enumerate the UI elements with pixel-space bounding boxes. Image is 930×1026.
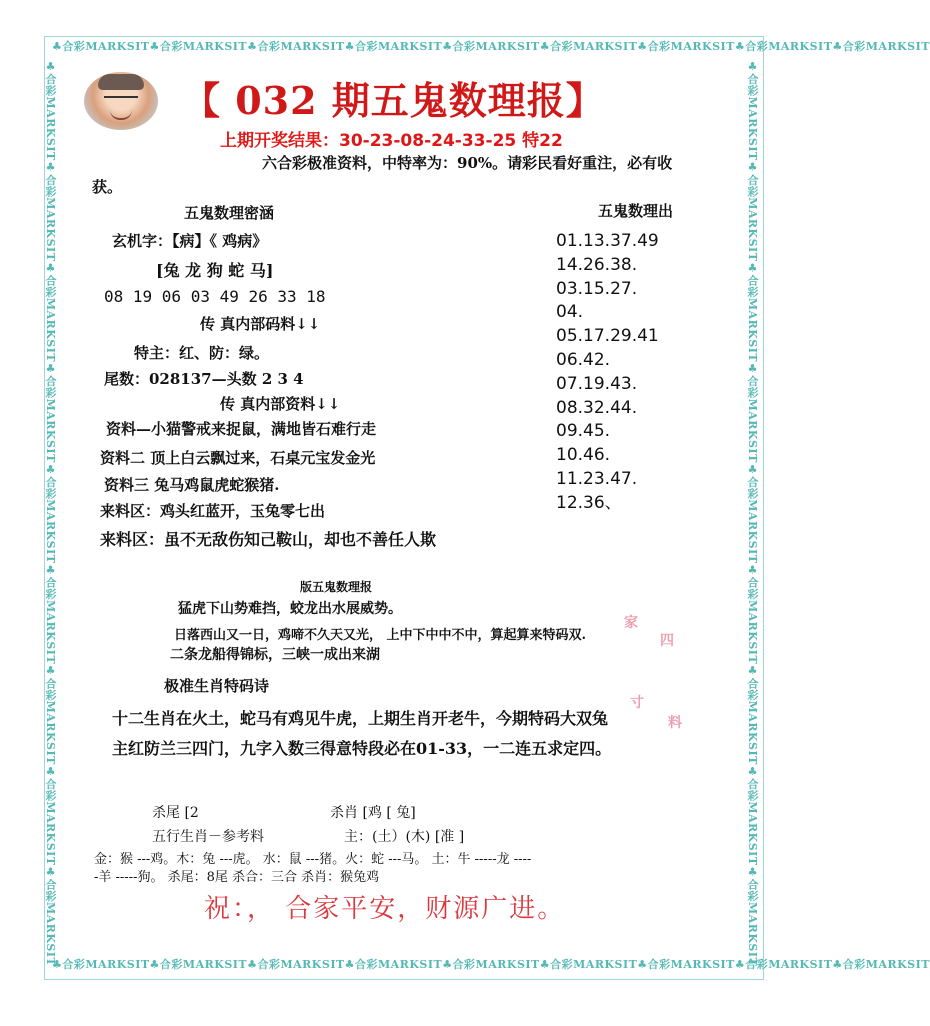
- intro-line-1: 六合彩极准资料，中特率为：90%。请彩民看好重注，必有收: [262, 154, 673, 172]
- border-pattern-left: ♣合彩MARKSIT♣合彩MARKSIT♣合彩MARKSIT♣合彩MARKSIT♣合彩MARKSIT♣合彩MARKSIT♣合彩MARKSIT♣合彩MARKSIT♣合彩MARKSIT: [44, 60, 57, 967]
- number-row: 07.19.43.: [556, 373, 638, 394]
- wuxing-heading: 五行生肖－参考料: [152, 829, 264, 845]
- sha-xiao: 杀肖 [鸡 [ 兔]: [330, 805, 416, 821]
- number-row: 09.45.: [556, 421, 611, 442]
- page-title: 【 032 期五鬼数理报】: [182, 78, 605, 123]
- animal-list: [兔 龙 狗 蛇 马]: [156, 261, 274, 280]
- number-row: 03.15.27.: [556, 278, 638, 299]
- fax-heading-1: 传 真内部码料↓↓: [200, 315, 321, 333]
- number-row: 05.17.29.41: [556, 326, 659, 347]
- ziliao-2: 资料二 顶上白云飘过来，石桌元宝发金光: [100, 449, 376, 467]
- tail-line: 尾数：028137—头数 2 3 4: [104, 370, 304, 388]
- ziliao-3: 资料三 兔马鸡鼠虎蛇猴猪.: [104, 476, 280, 494]
- sha-wei: 杀尾 [2: [152, 805, 199, 821]
- stamp-mark: 寸: [630, 695, 644, 711]
- wuxing-line-2: -羊 -----狗。 杀尾：8尾 杀合：三合 杀肖：猴兔鸡: [94, 870, 380, 885]
- fax-heading-2: 传 真内部资料↓↓: [220, 395, 341, 413]
- stamp-mark: 家: [624, 615, 638, 631]
- number-row: 08.32.44.: [556, 397, 638, 418]
- last-result: 上期开奖结果：30-23-08-24-33-25 特22: [220, 131, 563, 151]
- stamp-mark: 料: [668, 715, 682, 731]
- border-pattern-top: ♣合彩MARKSIT♣合彩MARKSIT♣合彩MARKSIT♣合彩MARKSIT♣合彩MARKSIT♣合彩MARKSIT♣合彩MARKSIT♣合彩MARKSIT♣合彩MARKSIT: [52, 40, 930, 53]
- laili-2: 来料区：虽不无敌伤知己鞍山，却也不善任人欺: [100, 530, 437, 549]
- number-row: 04.: [556, 302, 584, 323]
- cut-heading: 版五鬼数理报: [300, 580, 373, 594]
- te-zhu-line: 特主：红、防：绿。: [134, 344, 270, 362]
- border-pattern-right: ♣合彩MARKSIT♣合彩MARKSIT♣合彩MARKSIT♣合彩MARKSIT♣合彩MARKSIT♣合彩MARKSIT♣合彩MARKSIT♣合彩MARKSIT♣合彩MARKSIT: [746, 60, 759, 967]
- number-rows: [556, 230, 659, 516]
- zhu-line: 主：(土）(木) [准 ]: [344, 829, 465, 845]
- number-row: 14.26.38.: [556, 254, 638, 275]
- verse-2: 日落西山又一日，鸡啼不久天又光， 上中下中中不中，算起算来特码双.: [174, 628, 587, 643]
- number-row: 06.42.: [556, 349, 611, 370]
- number-row: 10.46.: [556, 445, 611, 466]
- poem-line-1: 十二生肖在火土，蛇马有鸡见牛虎，上期生肖开老牛，今期特码大双兔: [112, 709, 609, 728]
- number-list: 08 19 06 03 49 26 33 18: [104, 287, 326, 306]
- number-row: 01.13.37.49: [556, 231, 659, 251]
- intro-line-2: 获。: [92, 178, 123, 196]
- verse-3: 二条龙船得锦标，三峡一成出来湖: [170, 647, 380, 663]
- laili-1: 来料区：鸡头红蓝开，玉兔零七出: [100, 502, 326, 520]
- right-heading: 五鬼数理出: [598, 202, 674, 220]
- poem-heading: 极准生肖特码诗: [164, 677, 270, 695]
- poem-line-2: 主红防兰三四门，九字入数三得意特段必在01-33，一二连五求定四。: [112, 739, 612, 758]
- portrait-image: [84, 72, 158, 130]
- left-heading: 五鬼数理密涵: [184, 204, 275, 222]
- stamp-mark: 四: [660, 633, 674, 649]
- blessing-line: 祝：， 合家平安，财源广进。: [204, 894, 566, 924]
- xuanji-line: 玄机字：【病】《 鸡病》: [112, 232, 268, 250]
- verse-1: 猛虎下山势难挡，蛟龙出水展威势。: [178, 601, 402, 617]
- wuxing-line-1: 金：猴 ---鸡。木：兔 ---虎。 水：鼠 ---猪。火：蛇 ---马。 土：牛 -----龙 ----: [94, 852, 532, 867]
- border-pattern-bottom: ♣合彩MARKSIT♣合彩MARKSIT♣合彩MARKSIT♣合彩MARKSIT♣合彩MARKSIT♣合彩MARKSIT♣合彩MARKSIT♣合彩MARKSIT♣合彩MARKSIT: [52, 958, 930, 971]
- ziliao-1: 资料—小猫警戒来捉鼠，满地皆石难行走: [106, 420, 377, 438]
- number-row: 11.23.47.: [556, 468, 638, 489]
- number-row: 12.36、: [556, 492, 622, 513]
